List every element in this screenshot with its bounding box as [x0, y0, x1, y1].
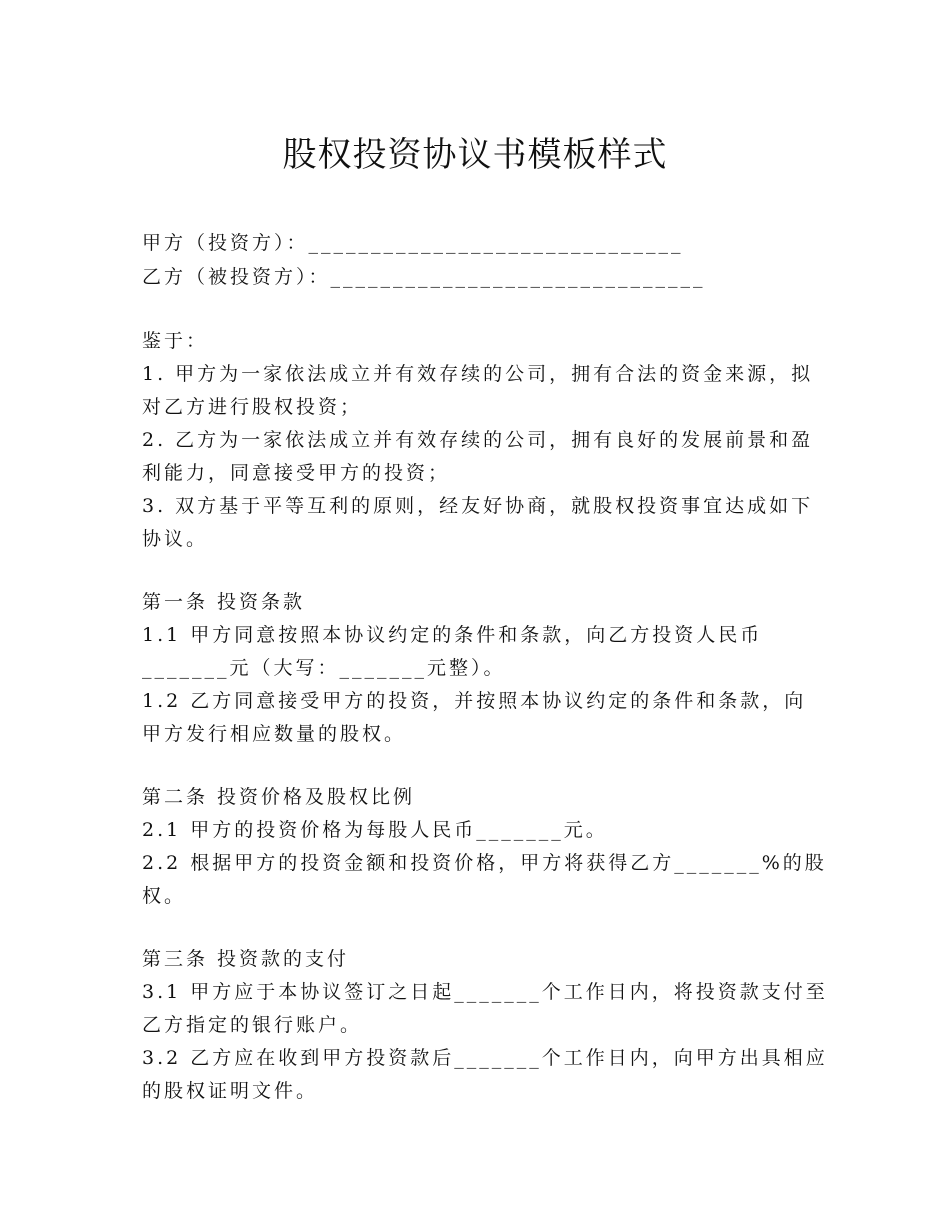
recital-1-line-2: 对乙方进行股权投资；: [142, 396, 363, 418]
article-3-heading: 第三条 投资款的支付: [142, 948, 350, 970]
recital-3-line-2: 协议。: [142, 528, 209, 550]
clause-3-2-line-1: 3.2 乙方应在收到甲方投资款后_______个工作日内，向甲方出具相应: [142, 1047, 828, 1069]
clause-3-1-line-1: 3.1 甲方应于本协议签订之日起_______个工作日内，将投资款支付至: [142, 981, 828, 1003]
clause-1-1-line-1: 1.1 甲方同意按照本协议约定的条件和条款，向乙方投资人民币: [142, 624, 763, 646]
recital-1-line-1: 1. 甲方为一家依法成立并有效存续的公司，拥有合法的资金来源，拟: [142, 363, 814, 385]
clause-2-2-line-2: 权。: [142, 885, 187, 907]
party-a-line: 甲方（投资方）：______________________________: [142, 232, 684, 254]
whereas-heading: 鉴于：: [142, 330, 209, 352]
recital-3-line-1: 3. 双方基于平等互利的原则，经友好协商，就股权投资事宜达成如下: [142, 495, 814, 517]
document-title: 股权投资协议书模板样式: [282, 135, 668, 175]
clause-1-2-line-2: 甲方发行相应数量的股权。: [142, 723, 407, 745]
recital-2-line-1: 2. 乙方为一家依法成立并有效存续的公司，拥有良好的发展前景和盈: [142, 429, 814, 451]
clause-1-1-line-2: _______元（大写：_______元整）。: [142, 657, 506, 679]
clause-3-2-line-2: 的股权证明文件。: [142, 1080, 319, 1102]
article-1-heading: 第一条 投资条款: [142, 591, 306, 613]
party-b-line: 乙方（被投资方）：______________________________: [142, 266, 706, 288]
clause-1-2-line-1: 1.2 乙方同意接受甲方的投资，并按照本协议约定的条件和条款，向: [142, 690, 807, 712]
clause-2-1-line-1: 2.1 甲方的投资价格为每股人民币_______元。: [142, 819, 608, 841]
clause-2-2-line-1: 2.2 根据甲方的投资金额和投资价格，甲方将获得乙方_______%的股: [142, 852, 827, 874]
article-2-heading: 第二条 投资价格及股权比例: [142, 786, 416, 808]
clause-3-1-line-2: 乙方指定的银行账户。: [142, 1014, 363, 1036]
recital-2-line-2: 利能力，同意接受甲方的投资；: [142, 462, 451, 484]
